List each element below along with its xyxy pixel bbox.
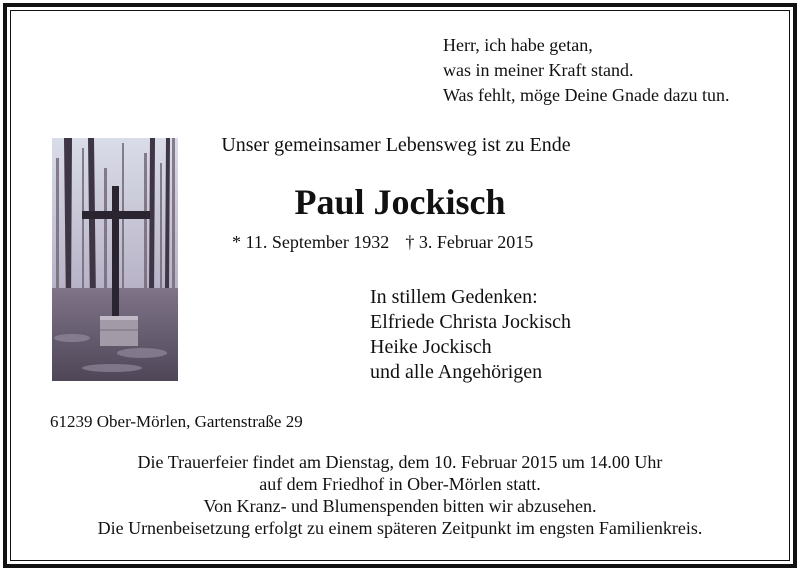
verse-line: was in meiner Kraft stand. xyxy=(443,60,634,80)
subtitle xyxy=(0,133,800,157)
funeral-notice xyxy=(0,451,800,539)
notice-line: auf dem Friedhof in Ober-Mörlen statt. xyxy=(259,474,541,494)
life-dates xyxy=(232,231,533,253)
notice-line: Die Trauerfeier findet am Dienstag, dem 10. Februar 2015 um 14.00 Uhr xyxy=(137,452,663,472)
verse-line: Was fehlt, möge Deine Gnade dazu tun. xyxy=(443,85,730,105)
mourners-intro: In stillem Gedenken: xyxy=(370,286,538,308)
verse-line: Herr, ich habe getan, xyxy=(443,35,593,55)
notice-line: Die Urnenbeisetzung erfolgt zu einem späteren Zeitpunkt im engsten Familienkreis. xyxy=(97,518,703,538)
notice-line: Von Kranz- und Blumenspenden bitten wir abzusehen. xyxy=(203,496,597,516)
death-date: † 3. Februar 2015 xyxy=(405,232,534,252)
cross-photo xyxy=(52,138,178,381)
mourner-name: und alle Angehörigen xyxy=(370,361,543,383)
subtitle-text: Unser gemeinsamer Lebensweg ist zu Ende xyxy=(221,134,571,156)
cross-in-forest-image xyxy=(52,138,178,381)
verse xyxy=(443,33,729,108)
mourners xyxy=(370,285,571,385)
birth-date: * 11. September 1932 xyxy=(232,232,390,252)
deceased-name: Paul Jockisch xyxy=(294,182,506,222)
address: 61239 Ober-Mörlen, Gartenstraße 29 xyxy=(50,412,303,431)
mourner-name: Elfriede Christa Jockisch xyxy=(370,311,572,333)
mourner-name: Heike Jockisch xyxy=(370,336,492,358)
